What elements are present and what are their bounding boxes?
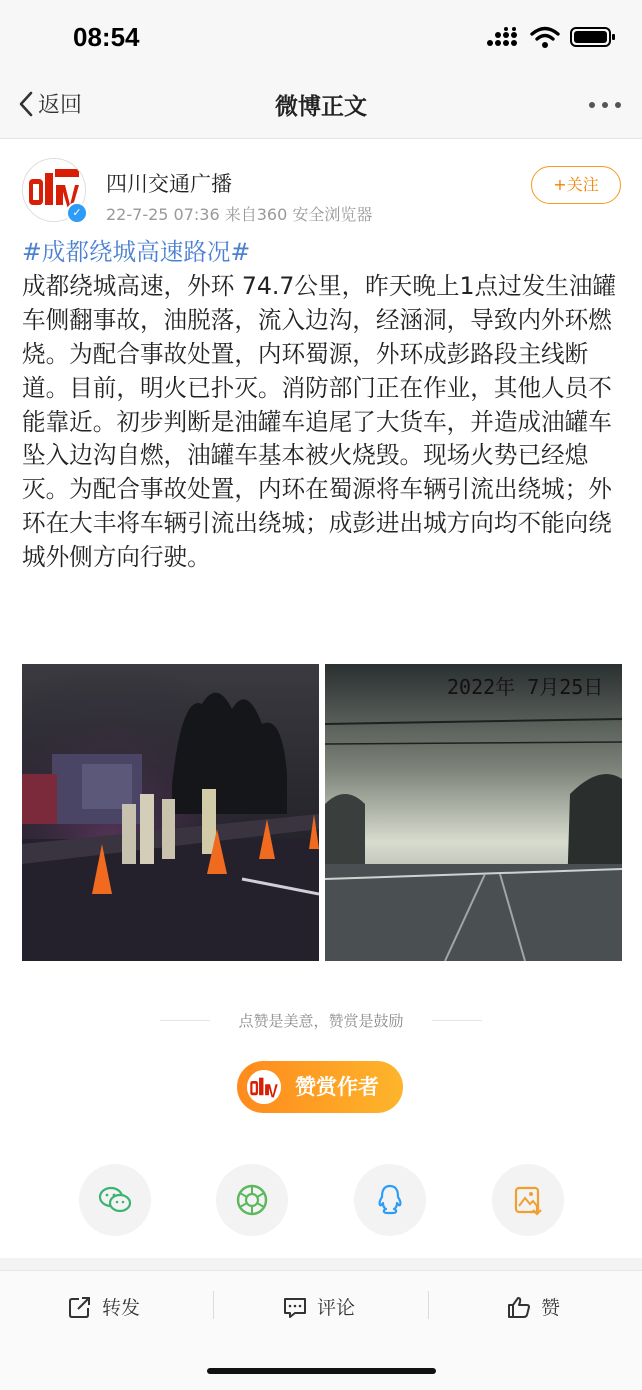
comment-icon (283, 1295, 307, 1319)
battery-icon (570, 26, 616, 48)
comment-label: 评论 (317, 1297, 356, 1319)
hashtag-link[interactable]: #成都绕城高速路况# (22, 238, 251, 266)
like-label: 赞 (541, 1297, 561, 1319)
section-separator (0, 1258, 642, 1270)
follow-button[interactable]: +关注 (531, 166, 621, 204)
author-name[interactable]: 四川交通广播 (106, 172, 232, 196)
cellular-signal-icon (486, 27, 520, 47)
repost-button[interactable] (68, 1293, 140, 1320)
qq-icon (372, 1182, 408, 1218)
more-options-button[interactable] (588, 90, 622, 112)
thumbs-up-icon (507, 1295, 531, 1319)
wechat-icon (97, 1182, 133, 1218)
reward-author-button[interactable] (237, 1061, 403, 1113)
fire-smoke-dashcam-photo (325, 664, 622, 961)
more-dots-icon (588, 101, 622, 109)
repost-label: 转发 (102, 1297, 141, 1319)
save-image-button[interactable] (492, 1164, 564, 1236)
post-body-text: 成都绕城高速，外环 74.7公里，昨天晚上1点过发生油罐车侧翻事故，油脱落，流入边沟，经涵洞，导致内外环燃烧。为配合事故处置，内环蜀源，外环成彭路段主线断道。目前，明火已扑灭。消防部门正在作业，其他人员不能靠近。初步判断是油罐车追尾了大货车，并造成油罐车坠入边沟自燃，油罐车基本被火烧毁。现场火势已经熄灭。为配合事故处置，内环在蜀源将车辆引流出绕城；外环在大丰将车辆引流出绕城；成彭进出城方向均不能向绕城外侧方向行驶。 (22, 271, 617, 572)
verified-badge-icon: ✓ (66, 202, 88, 224)
status-bar (0, 0, 642, 70)
post-image-2[interactable] (325, 664, 622, 961)
photo-watermark: 2022年 7月25日 (447, 675, 604, 699)
post-image-1[interactable] (22, 664, 319, 961)
share-moments-button[interactable] (216, 1164, 288, 1236)
status-icons (486, 26, 616, 48)
like-button[interactable] (507, 1293, 560, 1320)
post-meta: 22-7-25 07:36 来自360 安全浏览器 (106, 205, 373, 224)
broadcast-logo-icon (247, 1070, 281, 1104)
save-image-icon (510, 1182, 546, 1218)
toolbar-divider (428, 1291, 429, 1319)
accident-scene-night-photo (22, 664, 319, 961)
reward-hint: 点赞是美意，赞赏是鼓励 (238, 1012, 404, 1030)
share-qq-button[interactable] (354, 1164, 426, 1236)
page-title: 微博正文 (275, 94, 367, 120)
moments-icon (234, 1182, 270, 1218)
wifi-icon (530, 26, 560, 48)
toolbar-divider (213, 1291, 214, 1319)
status-time: 08:54 (73, 22, 140, 52)
nav-bar (0, 70, 642, 139)
back-label: 返回 (38, 93, 83, 118)
home-indicator (207, 1368, 436, 1374)
repost-icon (68, 1295, 92, 1319)
reward-button-label: 赞赏作者 (295, 1075, 379, 1099)
share-wechat-button[interactable] (79, 1164, 151, 1236)
post-content (22, 236, 622, 575)
reward-avatar (247, 1070, 281, 1104)
comment-button[interactable] (283, 1293, 355, 1320)
author-header (22, 158, 622, 228)
